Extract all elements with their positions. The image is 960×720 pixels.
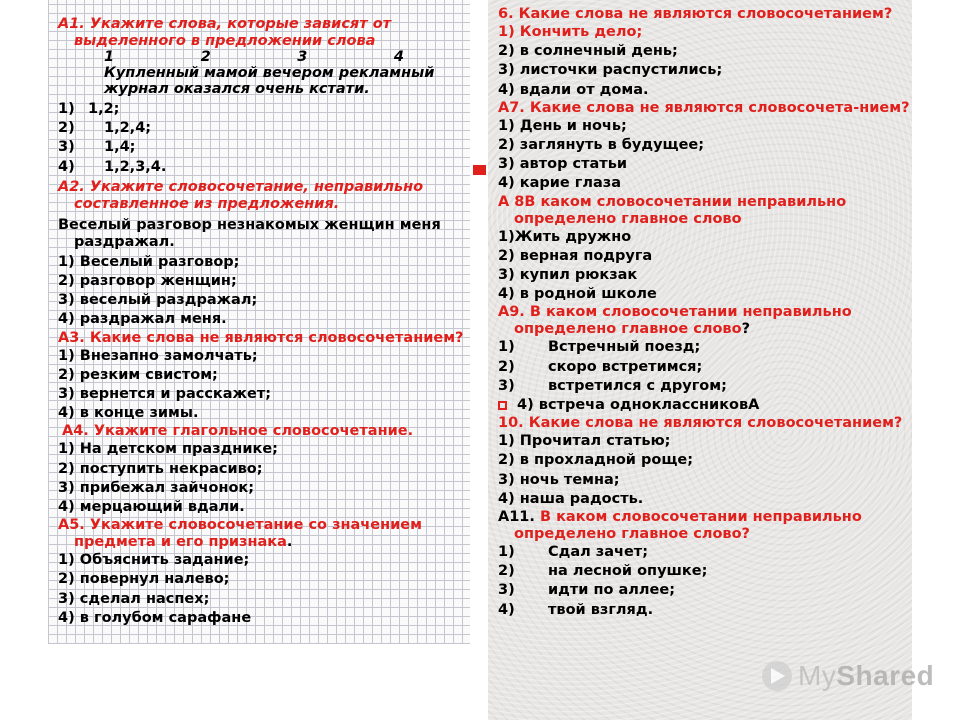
option-text: 1,4; [104, 139, 136, 156]
question-a5 [58, 517, 470, 551]
left-panel [48, 0, 470, 644]
option-text: 1,2; [88, 101, 120, 117]
question-a8: А 8В каком словосочетании неправильно определено главное слово [498, 193, 847, 227]
option-a1-2 [58, 119, 470, 138]
option-a6-4: 4) вдали от дома. [498, 81, 649, 98]
word-numbers [58, 50, 404, 65]
sentence-a1: Купленный мамой вечером рекламный журнал оказался очень кстати. [104, 65, 435, 97]
option-a4-2: 2) поступить некрасиво; [58, 460, 263, 477]
option-a8-3: 3) купил рюкзак [498, 267, 638, 284]
question-a1: А1. Укажите слова, которые зависят от выделенного в предложении слова [58, 16, 392, 49]
option-a6-1: 1) Кончить дело; [498, 24, 643, 40]
option-number: 1) [498, 544, 515, 561]
option-text: на лесной опушке; [548, 563, 708, 580]
option-a5-1: 1) Объяснить задание; [58, 552, 250, 569]
option-a2-4: 4) раздражал меня. [58, 311, 227, 328]
question-a2: А2. Укажите словосочетание, неправильно составленное из предложения. [58, 178, 424, 212]
option-text: 1,2,3,4. [104, 158, 167, 175]
option-a8-1: 1)Жить дружно [498, 228, 632, 245]
option-text: Сдал зачет; [548, 544, 649, 561]
option-number: 2) [498, 358, 515, 375]
watermark-my: My [798, 660, 837, 691]
option-number: 4) [498, 601, 515, 618]
option-a8-4: 4) в родной школе [498, 286, 657, 303]
option-a9-2 [498, 358, 912, 377]
option-text: твой взгляд. [548, 601, 654, 618]
option-a5-3: 3) сделал наспех; [58, 590, 210, 607]
option-a10-3: 3) ночь темна; [498, 471, 620, 488]
option-a2-1: 1) Веселый разговор; [58, 253, 240, 270]
question-a5-text: А5. Укажите словосочетание со значением предмета и его признака [58, 517, 422, 551]
question-a4: А4. Укажите глагольное словосочетание. [62, 423, 414, 440]
play-logo-icon [762, 661, 792, 691]
option-number: 3) [498, 377, 515, 394]
question-a10: 10. Какие слова не являются словосочетанием? [498, 415, 903, 432]
word-number: 4 [393, 49, 404, 65]
option-number: 3) [498, 582, 515, 599]
option-a7-4: 4) карие глаза [498, 175, 622, 192]
sentence-a2: Веселый разговор незнакомых женщин меня раздражал. [58, 216, 441, 250]
option-a7-2: 2) заглянуть в будущее; [498, 137, 705, 154]
option-a10-4: 4) наша радость. [498, 490, 644, 507]
option-number: 2) [498, 563, 515, 580]
myshared-watermark [762, 660, 934, 692]
question-a11-text: В каком словосочетании неправильно определено главное слово? [514, 509, 862, 543]
word-number: 1 [104, 49, 115, 65]
question-a5-end: . [286, 534, 293, 551]
option-a9-1 [498, 338, 912, 357]
option-a6-2: 2) в солнечный день; [498, 43, 678, 60]
slide-marker-icon [473, 165, 486, 175]
option-a7-3: 3) автор статьи [498, 156, 628, 173]
watermark-text [798, 660, 934, 692]
option-text: 1,2,4; [104, 120, 152, 137]
option-a9-3 [498, 377, 912, 396]
option-text: идти по аллее; [548, 582, 676, 599]
option-number: 1) [58, 101, 75, 117]
question-a3: А3. Какие слова не являются словосочетанием? [58, 329, 464, 346]
option-a10-1: 1) Прочитал статью; [498, 433, 671, 450]
square-bullet-icon [498, 401, 507, 410]
option-a2-3: 3) веселый раздражал; [58, 292, 258, 309]
option-a3-1: 1) Внезапно замолчать; [58, 347, 258, 364]
question-a9-text: А9. В каком словосочетании неправильно определено главное слово [498, 304, 852, 338]
option-a1-4 [58, 158, 470, 177]
option-a11-2 [498, 562, 912, 581]
option-a4-3: 3) прибежал зайчонок; [58, 479, 255, 496]
option-text: Встречный поезд; [548, 339, 701, 356]
option-a5-2: 2) повернул налево; [58, 571, 230, 588]
option-a10-2: 2) в прохладной роще; [498, 452, 694, 469]
question-a11 [498, 509, 912, 543]
watermark-shared: Shared [836, 660, 935, 691]
option-a3-4: 4) в конце зимы. [58, 405, 199, 422]
option-a4-4: 4) мерцающий вдали. [58, 499, 245, 516]
option-a6-3: 3) листочки распустились; [498, 62, 723, 79]
option-number: 2) [58, 120, 75, 137]
option-number: 4) [58, 158, 75, 175]
option-a11-4 [498, 601, 912, 620]
option-a9-4 [498, 396, 912, 415]
option-a4-1: 1) На детском празднике; [58, 441, 278, 458]
right-panel [488, 0, 912, 720]
option-a1-3 [58, 138, 470, 157]
option-a1-1 [58, 100, 470, 119]
option-a8-2: 2) верная подруга [498, 247, 653, 264]
option-number: 3) [58, 139, 75, 156]
option-text: встретился с другом; [548, 377, 727, 394]
option-number: 1) [498, 339, 515, 356]
word-number: 3 [297, 49, 308, 65]
word-number: 2 [200, 49, 211, 65]
option-text: скоро встретимся; [548, 358, 703, 375]
option-a3-2: 2) резким свистом; [58, 366, 218, 383]
question-a7: А7. Какие слова не являются словосочета-нием? [498, 99, 910, 116]
option-a11-1 [498, 543, 912, 562]
option-a3-3: 3) вернется и расскажет; [58, 386, 272, 403]
option-a2-2: 2) разговор женщин; [58, 273, 237, 290]
question-a9-end: ? [741, 321, 750, 338]
question-a11-label: А11. [498, 509, 535, 526]
option-text: 4) встреча одноклассниковА [517, 397, 760, 414]
option-a11-3 [498, 581, 912, 600]
question-a6: 6. Какие слова не являются словосочетанием? [498, 6, 893, 22]
option-a7-1: 1) День и ночь; [498, 117, 627, 134]
option-a5-4: 4) в голубом сарафане [58, 609, 252, 626]
question-a9 [498, 304, 912, 338]
